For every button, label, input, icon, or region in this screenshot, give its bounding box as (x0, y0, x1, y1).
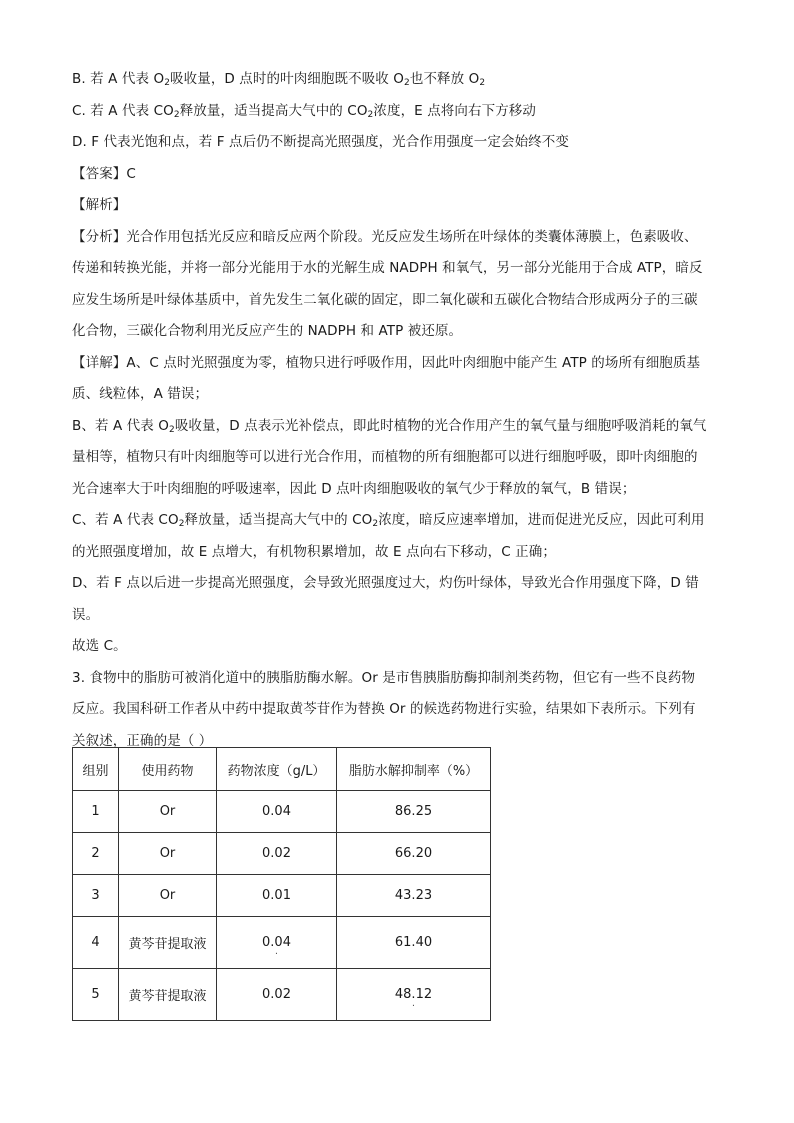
cell-concentration: 0.02 (217, 969, 337, 1021)
cell-inhibition-rate: 66.20 (337, 833, 491, 875)
analysis-text: 化合物，三碳化合物利用光反应产生的 NADPH 和 ATP 被还原。 (72, 323, 463, 339)
detail-text: D、若 F 点以后进一步提高光照强度，会导致光照强度过大，灼伤叶绿体，导致光合作用强度下降，D 错 (72, 575, 699, 591)
detail-text: 质、线粒体，A 错误； (72, 386, 209, 402)
question-3-text: 3. 食物中的脂肪可被消化道中的胰脂肪酶水解。Or 是市售胰脂肪酶抑制剂类药物，但它有一些不良药物 (72, 669, 696, 686)
table-row (73, 917, 491, 969)
table-header-row (73, 748, 491, 791)
cell-concentration (217, 917, 337, 969)
option-b-line: B. 若 A 代表 $O_2$吸收量，D 点时的叶肉细胞既不吸收 $O_2$也不释放 $O_2$ (72, 71, 486, 88)
cell-concentration: 0.02 (217, 833, 337, 875)
analysis-text: 传递和转换光能，并将一部分光能用于水的光解生成 NADPH 和氧气，另一部分光能用于合成 ATP，暗反 (72, 260, 703, 276)
cell-drug: 黄芩苷提取液 (119, 917, 217, 969)
cell-concentration: 0.01 (217, 875, 337, 917)
detail-text: 误。 (72, 606, 100, 623)
inhibition-rate-value: 48.12 · (395, 987, 432, 1002)
cell-group: 3 (73, 875, 119, 917)
cell-drug: Or (119, 833, 217, 875)
conclusion-line: 故选 C。 (72, 638, 127, 654)
cell-group: 4 (73, 917, 119, 969)
cell-group: 1 (73, 791, 119, 833)
question-3-text: 关叙述，正确的是（ ） (72, 732, 213, 749)
cell-group: 2 (73, 833, 119, 875)
detail-text: C、若 A 代表 $CO_2$释放量，适当提高大气中的 $CO_2$浓度，暗反应速率增加，进而促进光反应，因此可利用 (72, 512, 705, 529)
cell-group: 5 (73, 969, 119, 1021)
cell-drug: 黄芩苷提取液 (119, 969, 217, 1021)
table-row (73, 791, 491, 833)
cell-drug: Or (119, 791, 217, 833)
detail-text: 量相等，植物只有叶肉细胞等可以进行光合作用，而植物的所有细胞都可以进行细胞呼吸，即叶肉细胞的 (72, 449, 698, 465)
detail-text: 【详解】A、C 点时光照强度为零，植物只进行呼吸作用，因此叶肉细胞中能产生 ATP 的场所有细胞质基 (72, 354, 701, 371)
table-row (73, 875, 491, 917)
detail-text: 的光照强度增加，故 E 点增大，有机物积累增加，故 E 点向右下移动，C 正确； (72, 543, 556, 560)
cell-inhibition-rate (337, 969, 491, 1021)
header-group: 组别 (73, 748, 119, 791)
answer-line: 【答案】C (72, 165, 136, 182)
analysis-text: 应发生场所是叶绿体基质中，首先发生二氧化碳的固定，即二氧化碳和五碳化合物结合形成两分子的三碳 (72, 291, 698, 308)
option-d-line: D. F 代表光饱和点，若 F 点后仍不断提高光照强度，光合作用强度一定会始终不变 (72, 134, 569, 150)
header-concentration: 药物浓度（g/L） (217, 748, 337, 791)
document-body (72, 64, 724, 757)
analysis-text: 【分析】光合作用包括光反应和暗反应两个阶段。光反应发生场所在叶绿体的类囊体薄膜上，色素吸收、 (72, 228, 698, 245)
detail-text: B、若 A 代表 $O_2$吸收量，D 点表示光补偿点，即此时植物的光合作用产生的氧气量与细胞呼吸消耗的氧气 (72, 417, 707, 435)
cell-inhibition-rate: 43.23 (337, 875, 491, 917)
table-row (73, 969, 491, 1021)
analysis-heading: 【解析】 (72, 197, 127, 213)
results-table (72, 747, 491, 1021)
cell-concentration: 0.04 (217, 791, 337, 833)
header-drug: 使用药物 (119, 748, 217, 791)
cell-inhibition-rate: 61.40 (337, 917, 491, 969)
question-3-text: 反应。我国科研工作者从中药中提取黄芩苷作为替换 Or 的候选药物进行实验，结果如下表所示。下列有 (72, 701, 696, 717)
cell-inhibition-rate: 86.25 (337, 791, 491, 833)
detail-text: 光合速率大于叶肉细胞的呼吸速率，因此 D 点叶肉细胞吸收的氧气少于释放的氧气，B 错误； (72, 480, 636, 497)
concentration-value: 0.04 · (262, 935, 291, 950)
header-inhibition-rate: 脂肪水解抑制率（%） (337, 748, 491, 791)
option-c-line: C. 若 A 代表 $CO_2$释放量，适当提高大气中的 $CO_2$浓度，E 点将向右下方移动 (72, 102, 536, 120)
cell-drug: Or (119, 875, 217, 917)
table-row (73, 833, 491, 875)
